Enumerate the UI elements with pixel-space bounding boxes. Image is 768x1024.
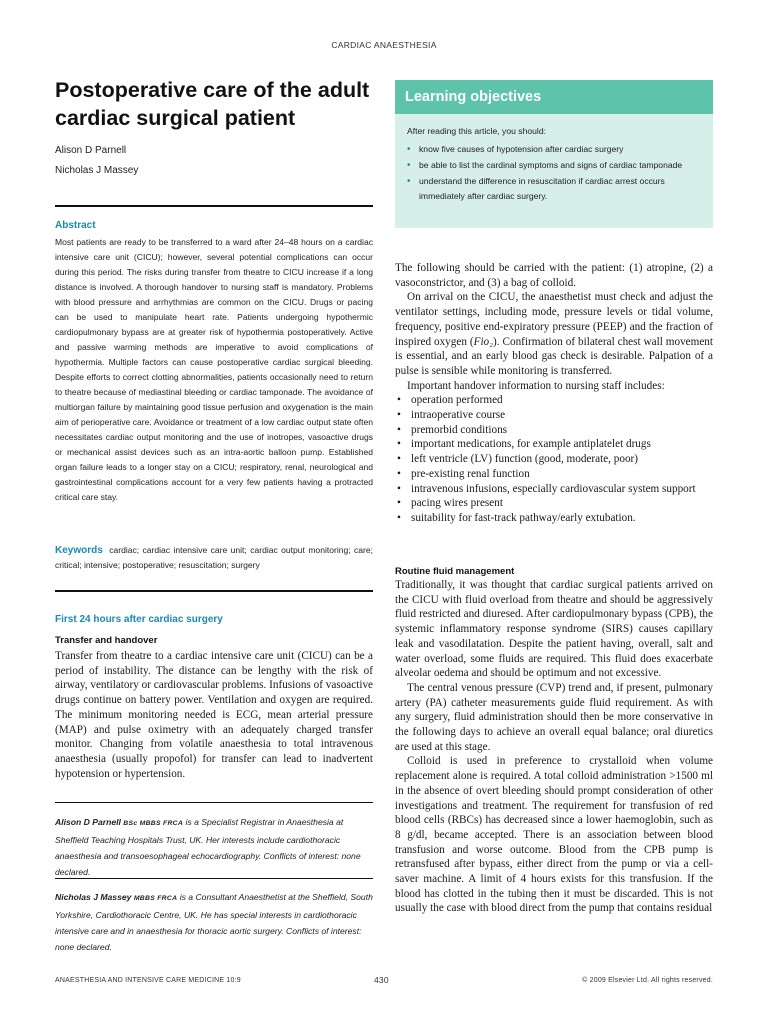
transfer-paragraph: [55, 649, 373, 781]
text-span: ). Confirmation of bilateral chest wall movement is essential, and an early blood gas check is desirable. Palpation of a pulse is sensible while monitoring is transferred.: [395, 335, 713, 377]
list-item: • understand the difference in resuscitation if cardiac arrest occurs immediately after cardiac surgery.: [407, 174, 703, 204]
learning-objectives-heading: Learning objectives: [395, 80, 713, 114]
keywords: [55, 543, 373, 573]
handover-list: [395, 393, 713, 525]
fio2-symbol: Fio₂: [473, 335, 494, 348]
bio-credentials: BSc MBBS FRCA: [123, 820, 184, 827]
author-bio: [55, 814, 373, 880]
bio-text: is a Consultant Anaesthetist at the Sheffield, South Yorkshire, Cardiothoracic Centre, UK. He has special interests in cardiothoracic intensive care and in anaesthesia for thoracic aortic surgery. Conflicts of interest: none declared.: [55, 892, 373, 952]
list-item: • pre-existing renal function: [395, 467, 713, 482]
list-item: • be able to list the cardinal symptoms and signs of cardiac tamponade: [407, 158, 703, 173]
paragraph: The following should be carried with the patient: (1) atropine, (2) a vasoconstrictor, and (3) a bag of colloid.: [395, 262, 713, 289]
list-item: • left ventricle (LV) function (good, moderate, poor): [395, 452, 713, 467]
learning-objectives-intro: After reading this article, you should:: [407, 126, 547, 136]
subsection-heading: Routine fluid management: [395, 566, 515, 577]
author-name: Alison D Parnell: [55, 145, 127, 156]
bio-name: Nicholas J Massey: [55, 892, 132, 902]
list-item: • know five causes of hypotension after cardiac surgery: [407, 142, 703, 157]
list-item: • operation performed: [395, 393, 713, 408]
footer-journal: ANAESTHESIA AND INTENSIVE CARE MEDICINE 10:9: [55, 977, 241, 984]
text-span: On arrival on the CICU, the anaesthetist must check and adjust the ventilator settings, including mode, pressure levels or tidal volume, frequency, positive end-expiratory pressure (PEEP) and the fraction of inspired oxygen (: [395, 291, 713, 348]
list-item: • important medications, for example antiplatelet drugs: [395, 437, 713, 452]
list-item: • intraoperative course: [395, 408, 713, 423]
section-heading: First 24 hours after cardiac surgery: [55, 614, 223, 625]
learning-objectives-list: [407, 142, 703, 205]
paragraph: Traditionally, it was thought that cardiac surgical patients arrived on the CICU with fluid overload from theatre and should be aggressively fluid restricted and diuresed. After cardiopulmonary bypass (CPB), the systemic inflammatory response syndrome (SIRS) causes capillary leak and vasodilatation. Despite the patient having, overall, salt and water overload, some fluids are required. This fluid does exacerbate alveolar oedema and should be optimum and not excessive.: [395, 579, 713, 680]
divider: [55, 205, 373, 207]
paragraph: The central venous pressure (CVP) trend and, if present, pulmonary artery (PA) catheter measurements guide fluid requirement. As with any surgery, fluid administration should then be more conservative in the following days to achieve an overall equal balance; oral diuretics are used at this stage.: [395, 681, 713, 753]
section-tag: CARDIAC ANAESTHESIA: [331, 40, 437, 50]
subsection-heading: Transfer and handover: [55, 635, 158, 646]
divider: [55, 802, 373, 803]
fluid-management-text: [395, 578, 713, 916]
bio-credentials: MBBS FRCA: [133, 895, 178, 902]
divider: [55, 878, 373, 879]
page-number: 430: [374, 975, 389, 985]
list-item: • intravenous infusions, especially cardiovascular system support: [395, 482, 713, 497]
list-item: • pacing wires present: [395, 496, 713, 511]
keywords-label: Keywords: [55, 545, 103, 556]
right-column-text: [395, 261, 713, 526]
abstract-heading: Abstract: [55, 220, 96, 231]
paragraph: [395, 290, 713, 378]
author-bio: [55, 889, 373, 955]
paragraph: Transfer from theatre to a cardiac intensive care unit (CICU) can be a period of instability. The distance can be lengthy with the risk of airway, ventilatory or cardiovascular problems. Infusions of vasoactive drugs continue on battery power. Ventilation and oxygen are required. The minimum monitoring needed is ECG, mean arterial pressure (MAP) and pulse oximetry with an adequately charged transfer monitor. Changing from volatile anaesthesia to total intravenous anaesthesia (usually propofol) for transfer can lead to inadvertent hypotension or hypertension.: [55, 650, 373, 780]
paragraph: Colloid is used in preference to crystalloid when volume replacement alone is required. A total colloid administration >1500 ml in the absence of overt bleeding should prompt consideration of other investigations and treatment. The requirement for transfusion of red blood cells (RBCs) has decreased since a lower haemoglobin, such as 8 g/dl, became accepted. There is an association between blood transfusion and worse outcome. Blood from the CPB pump is retransfused after bypass, either direct from the pump or via a cell-saver machine. A limit of 4 hours exists for this transfusion. If the blood has clotted in the tubing then it must be discarded. This is not usually the case with blood direct from the pump that contains residual: [395, 755, 713, 915]
footer-copyright: © 2009 Elsevier Ltd. All rights reserved.: [582, 977, 713, 984]
article-title: Postoperative care of the adult cardiac surgical patient: [55, 78, 370, 130]
keywords-text: cardiac; cardiac intensive care unit; cardiac output monitoring; care; critical; intensive; postoperative; resuscitation; surgery: [55, 545, 373, 570]
abstract-text: Most patients are ready to be transferred to a ward after 24–48 hours on a cardiac intensive care unit (CICU); however, several potential complications can occur during this period. The risks during transfer from theatre to CICU increase if a long distance is involved. A thorough handover to nursing staff is mandatory. Problems with blood pressure and arrhythmias are common on the CICU. Drugs or pacing can be used to manipulate heart rate. Patients undergoing hypothermic cardiopulmonary bypass are at greater risk of hypothermia postoperatively. Active and passive warming methods are imperative to avoid complications of hypothermia. Multiple factors can cause postoperative cardiac surgical bleeding. Despite efforts to correct clotting abnormalities, patients occasionally need to return to theatre because of mediastinal bleeding or cardiac tamponade. The avoidance of multiorgan failure by maintaining good tissue perfusion and oxygenation is the main aim of perioperative care. Avoidance or treatment of a low cardiac output state often necessitates cardiac output monitoring and the use of inotropes, vasoactive drugs or mechanical assist devices such as an intra-aortic balloon pump. Established organ failure leads to a longer stay on a CICU; respiratory, renal, neurological and gastrointestinal complications account for a very few patients having a protracted critical care stay.: [55, 237, 373, 502]
learning-objectives-box: [395, 80, 713, 228]
divider: [55, 590, 373, 592]
bio-name: Alison D Parnell: [55, 817, 121, 827]
bio-text: is a Specialist Registrar in Anaesthesia at Sheffield Teaching Hospitals Trust, UK. Her interests include cardiothoracic anaesthesia and transoesophageal echocardiography. Conflicts of interest: none declared.: [55, 817, 361, 877]
list-item: • suitability for fast-track pathway/early extubation.: [395, 511, 713, 526]
author-name: Nicholas J Massey: [55, 165, 139, 176]
paragraph: Important handover information to nursing staff includes:: [407, 379, 665, 392]
list-item: • premorbid conditions: [395, 423, 713, 438]
